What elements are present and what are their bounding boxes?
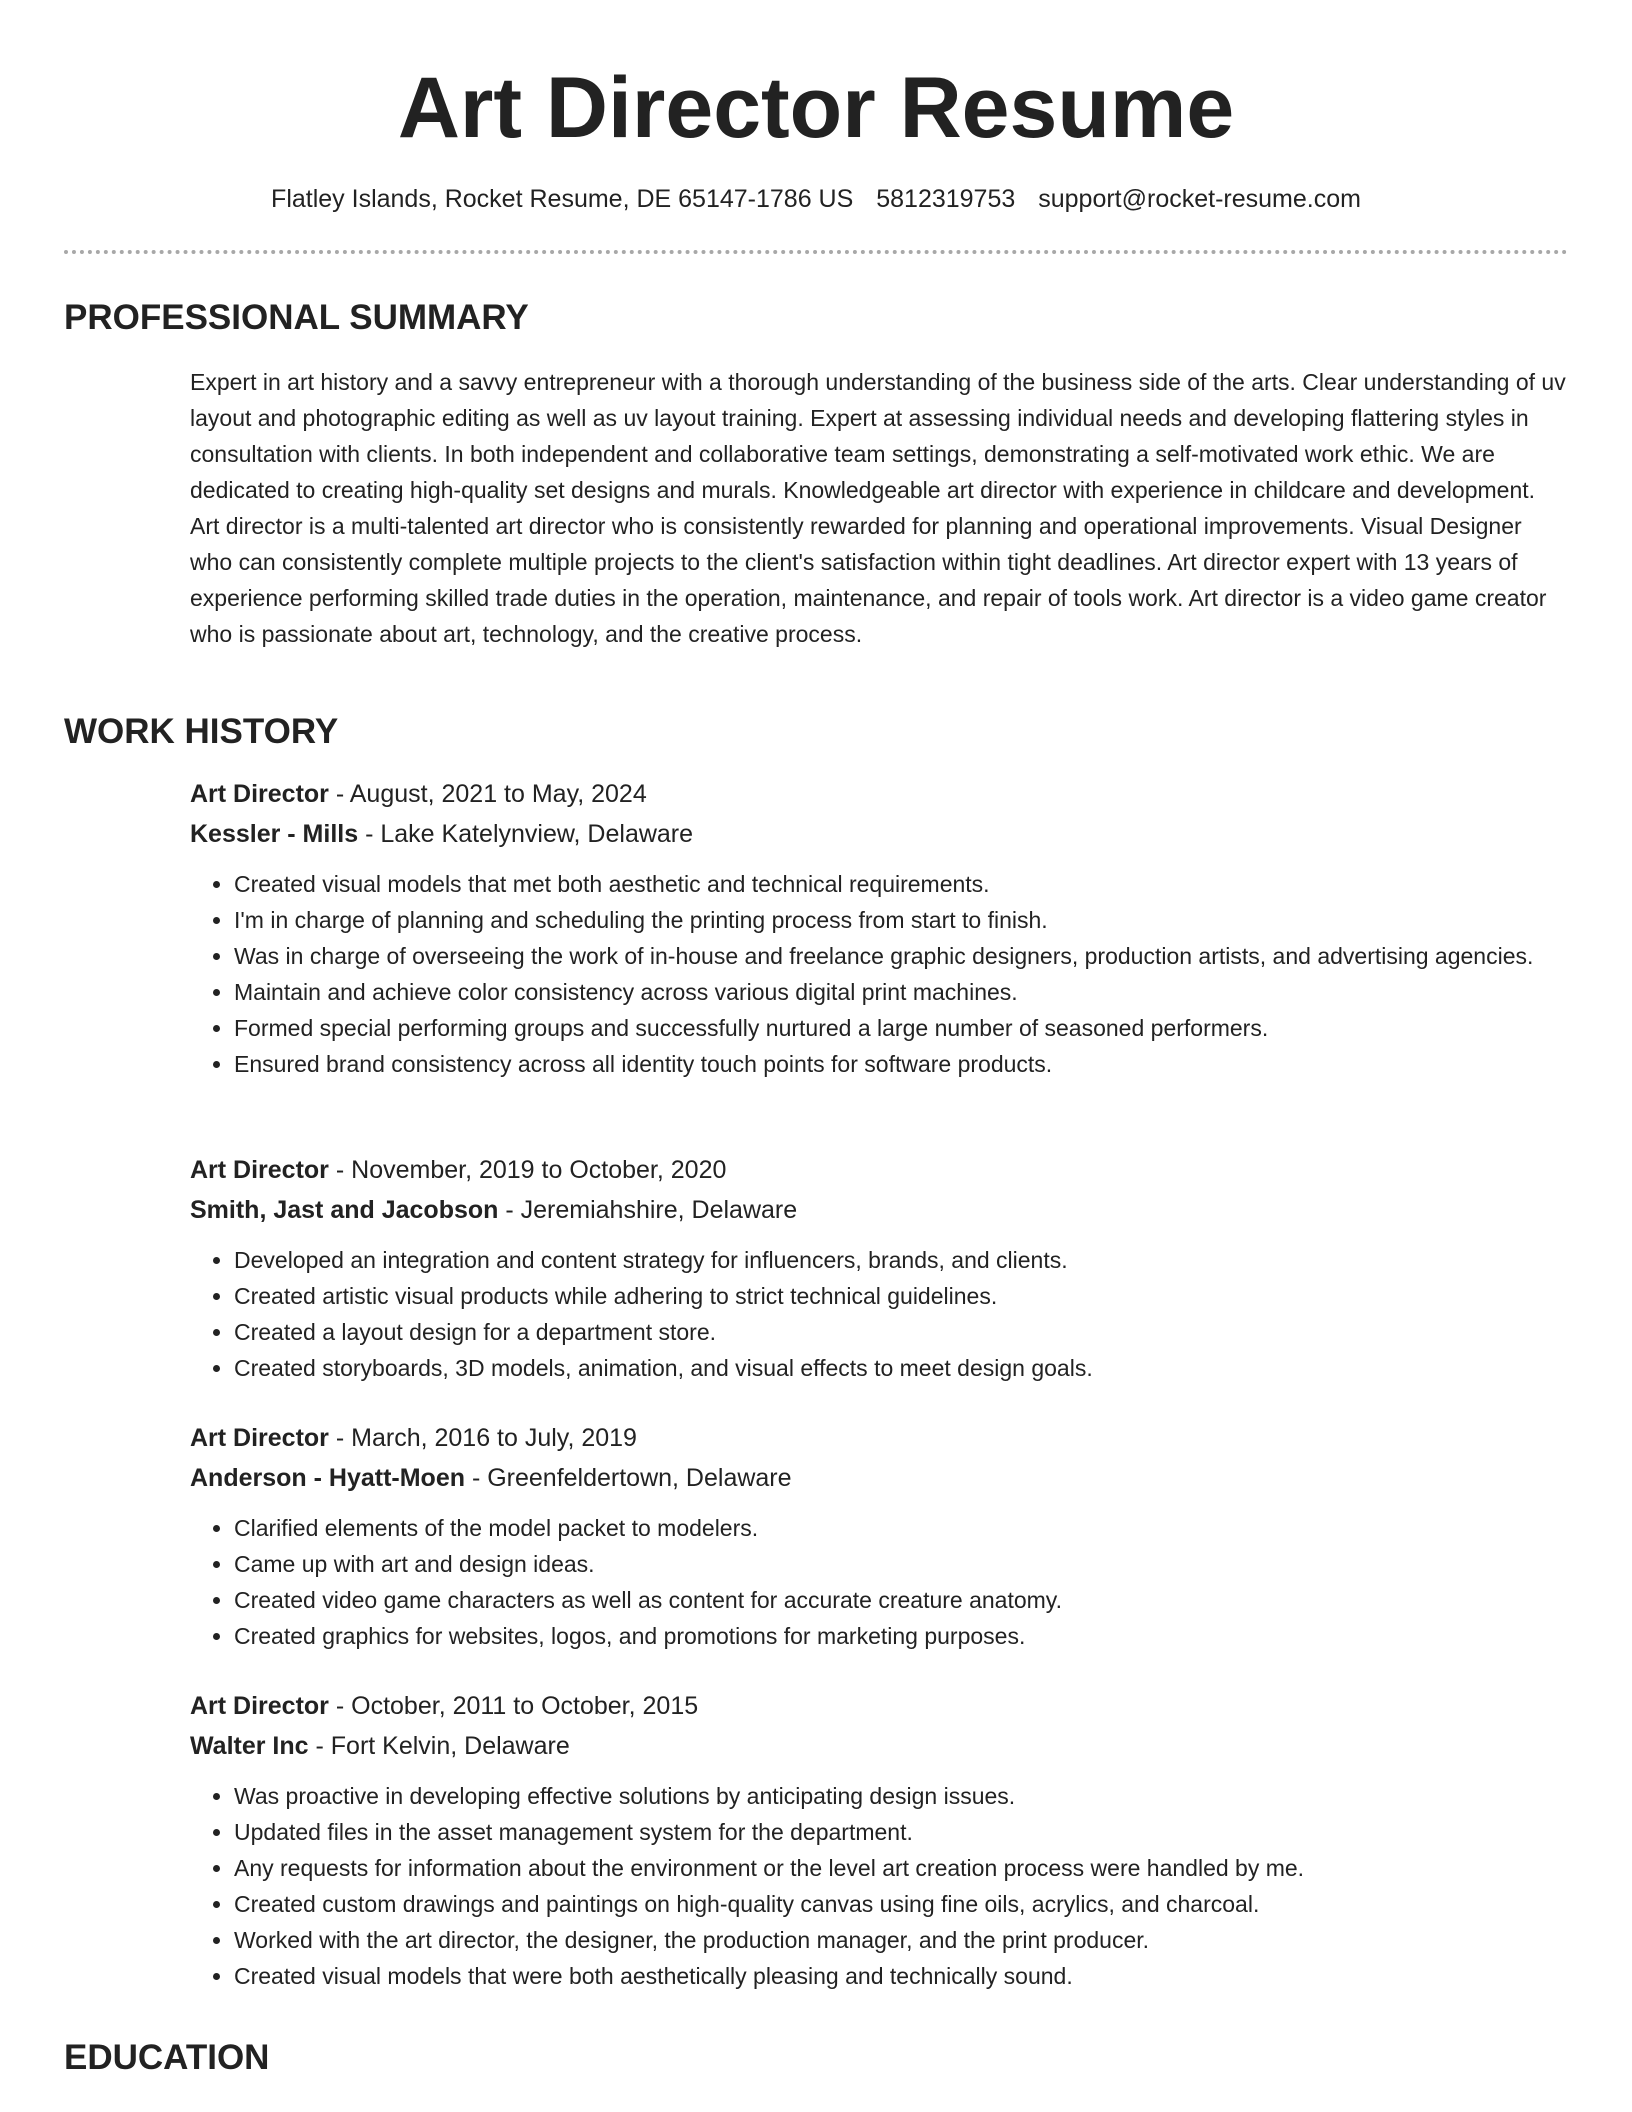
summary-text: Expert in art history and a savvy entrepreneur with a thorough understanding of the business side of the arts. Clear understanding of uv layout and photographic editing as well as uv layout training. Expert at assessing individual needs and developing flattering styles in consultation with clients. In both independent and collaborative team settings, demonstrating a self-motivated work ethic. We are dedicated to creating high-quality set designs and murals. Knowledgeable art director with experience in childcare and development. Art director is a multi-talented art director who is consistently rewarded for planning and operational improvements. Visual Designer who can consistently complete multiple projects to the client's satisfaction within tight deadlines. Art director expert with 13 years of experience performing skilled trade duties in the operation, maintenance, and repair of tools work. Art director is a video game creator who is passionate about art, technology, and the creative process. [190,369,1566,647]
job-duty: • Developed an integration and content strategy for influencers, brands, and clients. [234,1242,1568,1278]
job-duty: • Created visual models that were both aesthetically pleasing and technically sound. [234,1958,1568,1994]
job-duty: • Ensured brand consistency across all identity touch points for software products. [234,1046,1568,1082]
job-duty: • Created visual models that met both aesthetic and technical requirements. [234,866,1568,902]
job-dates: - March, 2016 to July, 2019 [328,1424,637,1452]
summary-heading: PROFESSIONAL SUMMARY [64,298,529,337]
job-duty: • I'm in charge of planning and scheduling the printing process from start to finish. [234,902,1568,938]
job-company: Walter Inc [190,1732,309,1760]
job-title-line [190,1686,1568,1726]
job-title-line [190,1418,1568,1458]
contact-line [64,182,1568,216]
job-company-line [190,1458,1568,1498]
job-company-line [190,814,1568,854]
job-location: - Jeremiahshire, Delaware [498,1196,798,1224]
job-title-line [190,774,1568,814]
job-dates: - August, 2021 to May, 2024 [328,780,647,808]
job-entry [190,1686,1568,1994]
job-duty: • Created graphics for websites, logos, and promotions for marketing purposes. [234,1618,1568,1654]
job-duty: • Worked with the art director, the designer, the production manager, and the print producer. [234,1922,1568,1958]
job-company: Smith, Jast and Jacobson [190,1196,499,1224]
job-duty: • Was in charge of overseeing the work of in-house and freelance graphic designers, production artists, and advertising agencies. [234,938,1568,974]
job-duty: • Created storyboards, 3D models, animation, and visual effects to meet design goals. [234,1350,1568,1386]
job-duty: • Created video game characters as well as content for accurate creature anatomy. [234,1582,1568,1618]
job-duty: • Any requests for information about the environment or the level art creation process were handled by me. [234,1850,1568,1886]
job-title: Art Director [190,1424,329,1452]
job-title: Art Director [190,1156,329,1184]
job-title-line [190,1150,1568,1190]
job-company-line [190,1726,1568,1766]
job-title: Art Director [190,1692,329,1720]
job-duty: • Clarified elements of the model packet to modelers. [234,1510,1568,1546]
job-entry [190,1150,1568,1386]
job-duty: • Created a layout design for a department store. [234,1314,1568,1350]
job-location: - Fort Kelvin, Delaware [308,1732,570,1760]
job-entry [190,774,1568,1082]
job-duty: • Formed special performing groups and successfully nurtured a large number of seasoned performers. [234,1010,1568,1046]
education-heading: EDUCATION [64,2038,270,2077]
resume-title: Art Director Resume [397,60,1235,156]
work-history-heading: WORK HISTORY [64,712,339,751]
job-duties-list [190,1510,1568,1654]
job-duties-list [190,866,1568,1082]
contact-email: support@rocket-resume.com [1038,185,1361,213]
contact-phone: 5812319753 [876,185,1016,213]
job-duty: • Created artistic visual products while adhering to strict technical guidelines. [234,1278,1568,1314]
job-company: Anderson - Hyatt-Moen [190,1464,465,1492]
job-duty: • Came up with art and design ideas. [234,1546,1568,1582]
job-duties-list [190,1778,1568,1994]
job-duty: • Maintain and achieve color consistency across various digital print machines. [234,974,1568,1010]
job-duty: • Created custom drawings and paintings on high-quality canvas using fine oils, acrylics, and charcoal. [234,1886,1568,1922]
job-location: - Lake Katelynview, Delaware [358,820,694,848]
job-duties-list [190,1242,1568,1386]
job-dates: - October, 2011 to October, 2015 [328,1692,699,1720]
job-location: - Greenfeldertown, Delaware [465,1464,792,1492]
header-divider [64,250,1568,254]
job-duty: • Was proactive in developing effective solutions by anticipating design issues. [234,1778,1568,1814]
job-title: Art Director [190,780,329,808]
job-entry [190,1418,1568,1654]
job-dates: - November, 2019 to October, 2020 [328,1156,727,1184]
job-duty: • Updated files in the asset management system for the department. [234,1814,1568,1850]
contact-address: Flatley Islands, Rocket Resume, DE 65147-1786 US [271,185,854,213]
job-company: Kessler - Mills [190,820,359,848]
job-company-line [190,1190,1568,1230]
